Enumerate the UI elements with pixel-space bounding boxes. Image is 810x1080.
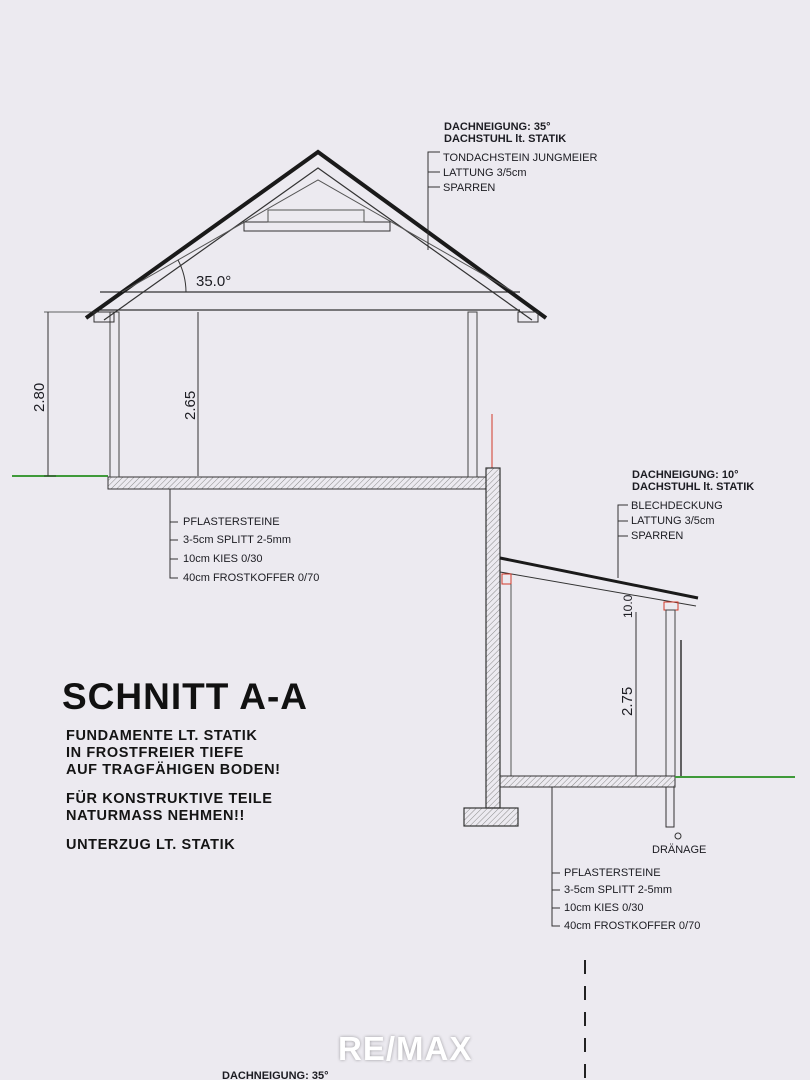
note-gap	[66, 825, 281, 837]
drainage-pipe	[675, 833, 681, 839]
annex-roof-top	[500, 558, 698, 598]
annex-floor-layer-1: PFLASTERSTEINE	[564, 867, 661, 879]
ridge-vent	[268, 210, 364, 222]
main-roof-heading-2: DACHSTUHL lt. STATIK	[444, 133, 567, 145]
main-right-post	[468, 312, 477, 477]
main-floor-slab	[108, 477, 486, 489]
dim-280-label: 2.80	[31, 382, 48, 412]
bottom-roof-heading: DACHNEIGUNG: 35°	[222, 1070, 329, 1080]
annex-roof-heading-2: DACHSTUHL lt. STATIK	[632, 481, 755, 493]
annex-roof-heading-1: DACHNEIGUNG: 10°	[632, 469, 739, 481]
note-line: NATURMASS NEHMEN!!	[66, 808, 245, 824]
main-house-section	[12, 121, 597, 584]
main-floor-layer-1: PFLASTERSTEINE	[183, 516, 280, 528]
main-roof-layer-2: LATTUNG 3/5cm	[443, 167, 527, 179]
main-roof-heading-1: DACHNEIGUNG: 35°	[444, 121, 551, 133]
section-title: SCHNITT A-A	[62, 676, 308, 717]
annex-floor-layer-3: 10cm KIES 0/30	[564, 902, 644, 914]
note-line: FUNDAMENTE LT. STATIK	[66, 728, 258, 744]
main-roof-layer-3: SPARREN	[443, 182, 496, 194]
main-floor-layer-3: 10cm KIES 0/30	[183, 553, 263, 565]
annex-foundation	[666, 787, 674, 827]
floor-leader-main	[170, 489, 178, 578]
annex-roof-layer-1: BLECHDECKUNG	[631, 500, 723, 512]
dim-265-label: 2.65	[182, 390, 199, 420]
drainage-label: DRÄNAGE	[652, 844, 707, 856]
main-roof-layer-1: TONDACHSTEIN JUNGMEIER	[443, 152, 598, 164]
note-line: UNTERZUG LT. STATIK	[66, 837, 236, 853]
note-line: AUF TRAGFÄHIGEN BODEN!	[66, 762, 281, 778]
annex-section	[500, 469, 795, 932]
annex-floor-layer-4: 40cm FROSTKOFFER 0/70	[564, 920, 701, 932]
annex-floor-slab	[500, 776, 675, 787]
main-roof-rafter	[122, 180, 514, 292]
wall-footing	[464, 808, 518, 826]
wall-body	[486, 468, 500, 808]
note-line: IN FROSTFREIER TIEFE	[66, 745, 244, 761]
main-left-post	[110, 312, 119, 477]
construction-notes	[66, 728, 281, 854]
annex-right-post	[666, 610, 675, 776]
roof-angle-label: 35.0°	[196, 273, 232, 290]
dim-275-label: 2.75	[619, 686, 636, 716]
annex-floor-leader	[552, 787, 560, 926]
annex-roof-layer-3: SPARREN	[631, 530, 684, 542]
collar-beam	[244, 222, 390, 231]
annex-roof-layer-2: LATTUNG 3/5cm	[631, 515, 715, 527]
main-floor-layer-4: 40cm FROSTKOFFER 0/70	[183, 572, 320, 584]
annex-wall-block	[502, 574, 511, 584]
dim-100-label: 10.0	[621, 594, 635, 618]
main-floor-layer-2: 3-5cm SPLITT 2-5mm	[183, 534, 291, 546]
remax-logo: RE/MAX	[338, 1030, 473, 1067]
annex-floor-layer-2: 3-5cm SPLITT 2-5mm	[564, 884, 672, 896]
retaining-wall	[464, 414, 518, 826]
annex-eave-block	[664, 602, 678, 610]
note-line: FÜR KONSTRUKTIVE TEILE	[66, 791, 273, 807]
annex-roof-leader	[618, 505, 628, 578]
note-gap	[66, 779, 281, 791]
eave-block-left	[94, 312, 114, 322]
